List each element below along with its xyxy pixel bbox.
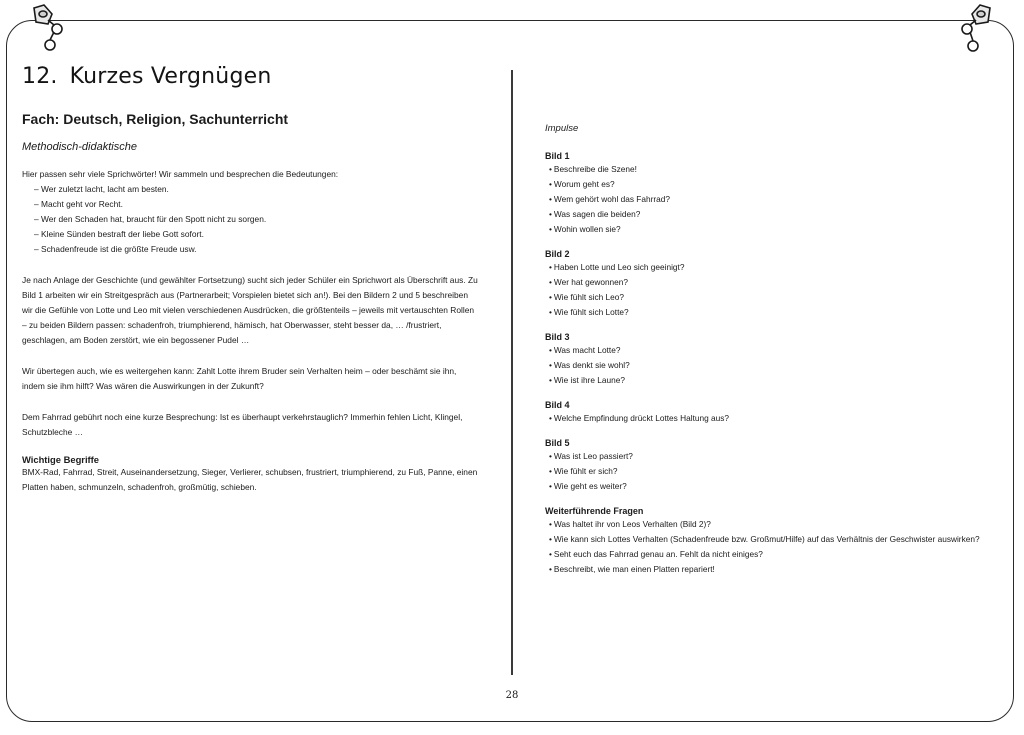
bild-title: Bild 5 — [545, 438, 570, 448]
bild-group — [545, 400, 1005, 426]
saying-item: – Kleine Sünden bestraft der liebe Gott sofort. — [34, 227, 480, 242]
paragraph-lesson: Je nach Anlage der Geschichte (und gewählter Fortsetzung) sucht sich jeder Schüler ein Sprichwort als Überschrift aus. Zu Bild 1 arbeiten wir ein Streitgespräch aus (Partnerarbeit; Vorspielen bietet sich an!). Bei den Bildern 2 und 5 beschreiben wir die Gefühle von Lotte und Leo mit vielen verschiedenen Ausdrücken, die größtenteils – jeweils mit vertauschten Rollen – zu beiden Bildern passen: schadenfroh, triumphierend, hämisch, hat Oberwasser, steht besser da, … /frustriert, geschlagen, am Boden zerstört, wie ein begossener Pudel … — [22, 275, 478, 345]
further-item: • Beschreibt, wie man einen Platten repariert! — [549, 562, 1005, 577]
bild-group — [545, 332, 1005, 388]
left-column — [22, 62, 480, 495]
bild-title: Bild 4 — [545, 400, 570, 410]
further-title: Weiterführende Fragen — [545, 506, 644, 516]
subject-heading: Fach: Deutsch, Religion, Sachunterricht — [22, 111, 289, 127]
page-number: 28 — [505, 690, 519, 701]
impulse-item: • Wie ist ihre Laune? — [549, 373, 1005, 388]
chapter-number: 12. — [22, 64, 58, 89]
impulse-item: • Welche Empfindung drückt Lottes Haltung aus? — [549, 411, 1005, 426]
further-item: • Wie kann sich Lottes Verhalten (Schadenfreude bzw. Großmut/Hilfe) auf das Verhältnis der Geschwister auswirken? — [549, 532, 1005, 547]
saying-item: – Macht geht vor Recht. — [34, 197, 480, 212]
impulse-item: • Wem gehört wohl das Fahrrad? — [549, 192, 1005, 207]
method-heading: Methodisch-didaktische — [22, 141, 137, 153]
impulse-item: • Beschreibe die Szene! — [549, 162, 1005, 177]
pushpin-icon — [26, 2, 84, 54]
impulse-item: • Was ist Leo passiert? — [549, 449, 1005, 464]
terms-text: BMX-Rad, Fahrrad, Streit, Auseinandersetzung, Sieger, Verlierer, schubsen, frustriert, triumphierend, zu Fuß, Panne, einen Platten haben, schmunzeln, schadenfroh, großmütig, schieben. — [22, 467, 478, 492]
further-questions — [545, 506, 1005, 577]
impulse-item: • Worum geht es? — [549, 177, 1005, 192]
chapter-title-text: Kurzes Vergnügen — [69, 64, 272, 89]
saying-item: – Wer zuletzt lacht, lacht am besten. — [34, 182, 480, 197]
impulse-item: • Wie geht es weiter? — [549, 479, 1005, 494]
impulse-item: • Wie fühlt sich Leo? — [549, 290, 1005, 305]
impulse-item: • Was macht Lotte? — [549, 343, 1005, 358]
saying-item: – Schadenfreude ist die größte Freude usw. — [34, 242, 480, 257]
intro-text: Hier passen sehr viele Sprichwörter! Wir sammeln und besprechen die Bedeutungen: — [22, 169, 339, 179]
bild-group — [545, 249, 1005, 320]
bild-title: Bild 2 — [545, 249, 570, 259]
impulse-item: • Wie fühlt er sich? — [549, 464, 1005, 479]
chapter-title — [22, 64, 480, 89]
terms-heading: Wichtige Begriffe — [22, 454, 100, 465]
pushpin-icon — [940, 2, 998, 54]
impulse-item: • Wohin wollen sie? — [549, 222, 1005, 237]
further-item: • Seht euch das Fahrrad genau an. Fehlt da nicht einiges? — [549, 547, 1005, 562]
impulse-item: • Haben Lotte und Leo sich geeinigt? — [549, 260, 1005, 275]
paragraph-bicycle: Dem Fahrrad gebührt noch eine kurze Besprechung: Ist es überhaupt verkehrstauglich? Immerhin fehlen Licht, Klingel, Schutzbleche … — [22, 412, 463, 437]
right-column — [545, 123, 1005, 589]
column-divider — [511, 70, 513, 675]
bild-title: Bild 1 — [545, 151, 570, 161]
further-item: • Was haltet ihr von Leos Verhalten (Bild 2)? — [549, 517, 1005, 532]
impulses-heading: Impulse — [545, 123, 579, 134]
impulse-item: • Wie fühlt sich Lotte? — [549, 305, 1005, 320]
sayings-list — [22, 182, 480, 257]
saying-item: – Wer den Schaden hat, braucht für den Spott nicht zu sorgen. — [34, 212, 480, 227]
bild-group — [545, 438, 1005, 494]
impulse-item: • Was sagen die beiden? — [549, 207, 1005, 222]
impulse-item: • Wer hat gewonnen? — [549, 275, 1005, 290]
bild-group — [545, 151, 1005, 237]
bild-title: Bild 3 — [545, 332, 570, 342]
impulse-item: • Was denkt sie wohl? — [549, 358, 1005, 373]
paragraph-continuation: Wir übertegen auch, wie es weitergehen kann: Zahlt Lotte ihrem Bruder sein Verhalten heim – oder beschämt sie ihn, indem sie ihm hilft? Was wären die Auswirkungen in der Zukunft? — [22, 366, 457, 391]
